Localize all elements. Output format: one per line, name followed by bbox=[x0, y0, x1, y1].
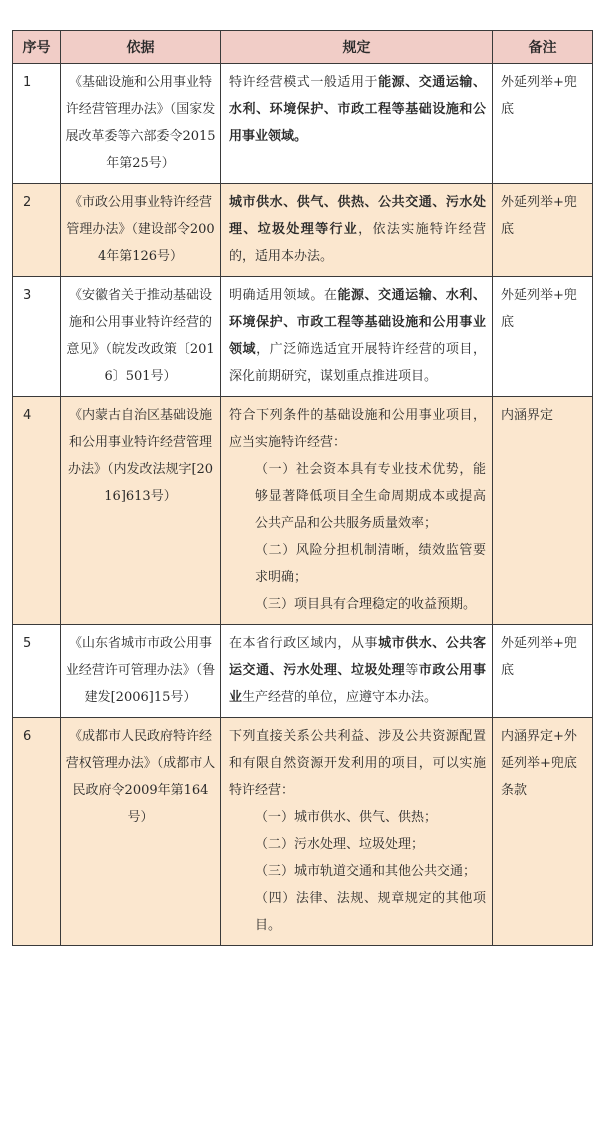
rule-clause: （二）污水处理、垃圾处理； bbox=[255, 837, 425, 852]
row-rule bbox=[221, 277, 493, 397]
row-note: 内涵界定+外延列举+兜底条款 bbox=[493, 718, 593, 946]
table-row bbox=[13, 64, 593, 184]
rule-text: ，广泛筛选适宜开展特许经营的项目，深化前期研究，谋划重点推进项目。 bbox=[229, 342, 486, 384]
header-rule: 规定 bbox=[221, 31, 493, 64]
rule-text: 生产经营的单位，应遵守本办法。 bbox=[242, 690, 438, 705]
row-rule bbox=[221, 718, 493, 946]
row-note: 外延列举+兜底 bbox=[493, 277, 593, 397]
row-number: 5 bbox=[13, 625, 61, 718]
row-rule bbox=[221, 397, 493, 625]
table-row bbox=[13, 184, 593, 277]
header-note: 备注 bbox=[493, 31, 593, 64]
row-number: 1 bbox=[13, 64, 61, 184]
rule-text: 符合下列条件的基础设施和公用事业项目，应当实施特许经营： bbox=[229, 408, 486, 450]
rule-clause: （一）社会资本具有专业技术优势，能够显著降低项目全生命周期成本或提高公共产品和公共服务质量效率； bbox=[255, 462, 486, 531]
rule-text: ，依法实施特许经营的，适用本办法。 bbox=[229, 222, 486, 264]
rule-bold-text: 城市供水、供气、供热、公共交通、污水处理、垃圾处理等行业 bbox=[229, 195, 486, 237]
rule-bold-text: 能源、交通运输、水利、环境保护、市政工程等基础设施和公用事业领域 bbox=[229, 288, 486, 357]
row-note: 内涵界定 bbox=[493, 397, 593, 625]
rule-clause: （三）城市轨道交通和其他公共交通； bbox=[255, 864, 477, 879]
rule-clause: （四）法律、法规、规章规定的其他项目。 bbox=[255, 891, 486, 933]
row-basis: 《成都市人民政府特许经营权管理办法》（成都市人民政府令2009年第164号） bbox=[61, 718, 221, 946]
rule-bold-text: 城市供水、公共客运交通、污水处理、垃圾处理 bbox=[229, 636, 486, 678]
table-row bbox=[13, 277, 593, 397]
row-number: 2 bbox=[13, 184, 61, 277]
row-rule bbox=[221, 64, 493, 184]
row-note: 外延列举+兜底 bbox=[493, 64, 593, 184]
table-header-row bbox=[13, 31, 593, 64]
rule-text: 明确适用领域。在 bbox=[229, 288, 338, 303]
row-number: 3 bbox=[13, 277, 61, 397]
row-number: 6 bbox=[13, 718, 61, 946]
row-basis: 《山东省城市市政公用事业经营许可管理办法》（鲁建发[2006]15号） bbox=[61, 625, 221, 718]
table-row bbox=[13, 718, 593, 946]
row-basis: 《市政公用事业特许经营管理办法》（建设部令2004年第126号） bbox=[61, 184, 221, 277]
row-rule bbox=[221, 184, 493, 277]
rule-text: 等 bbox=[405, 663, 419, 678]
table-row bbox=[13, 625, 593, 718]
rule-clause: （三）项目具有合理稳定的收益预期。 bbox=[255, 597, 477, 612]
row-basis: 《安徽省关于推动基础设施和公用事业特许经营的意见》（皖发改政策〔2016〕501号） bbox=[61, 277, 221, 397]
row-rule bbox=[221, 625, 493, 718]
regulation-table bbox=[12, 30, 593, 946]
rule-text: 下列直接关系公共利益、涉及公共资源配置和有限自然资源开发利用的项目，可以实施特许经营： bbox=[229, 729, 486, 798]
table-row bbox=[13, 397, 593, 625]
row-basis: 《内蒙古自治区基础设施和公用事业特许经营管理办法》（内发改法规字[2016]613号） bbox=[61, 397, 221, 625]
rule-clause: （一）城市供水、供气、供热； bbox=[255, 810, 438, 825]
rule-clause: （二）风险分担机制清晰，绩效监管要求明确； bbox=[255, 543, 486, 585]
rule-text: 特许经营模式一般适用于 bbox=[229, 75, 379, 90]
header-basis: 依据 bbox=[61, 31, 221, 64]
header-number: 序号 bbox=[13, 31, 61, 64]
row-number: 4 bbox=[13, 397, 61, 625]
rule-text: 在本省行政区域内，从事 bbox=[229, 636, 379, 651]
row-basis: 《基础设施和公用事业特许经营管理办法》（国家发展改革委等六部委令2015年第25号） bbox=[61, 64, 221, 184]
row-note: 外延列举+兜底 bbox=[493, 184, 593, 277]
rule-bold-text: 市政公用事业 bbox=[229, 663, 486, 705]
row-note: 外延列举+兜底 bbox=[493, 625, 593, 718]
rule-bold-text: 能源、交通运输、水利、环境保护、市政工程等基础设施和公用事业领域。 bbox=[229, 75, 486, 144]
